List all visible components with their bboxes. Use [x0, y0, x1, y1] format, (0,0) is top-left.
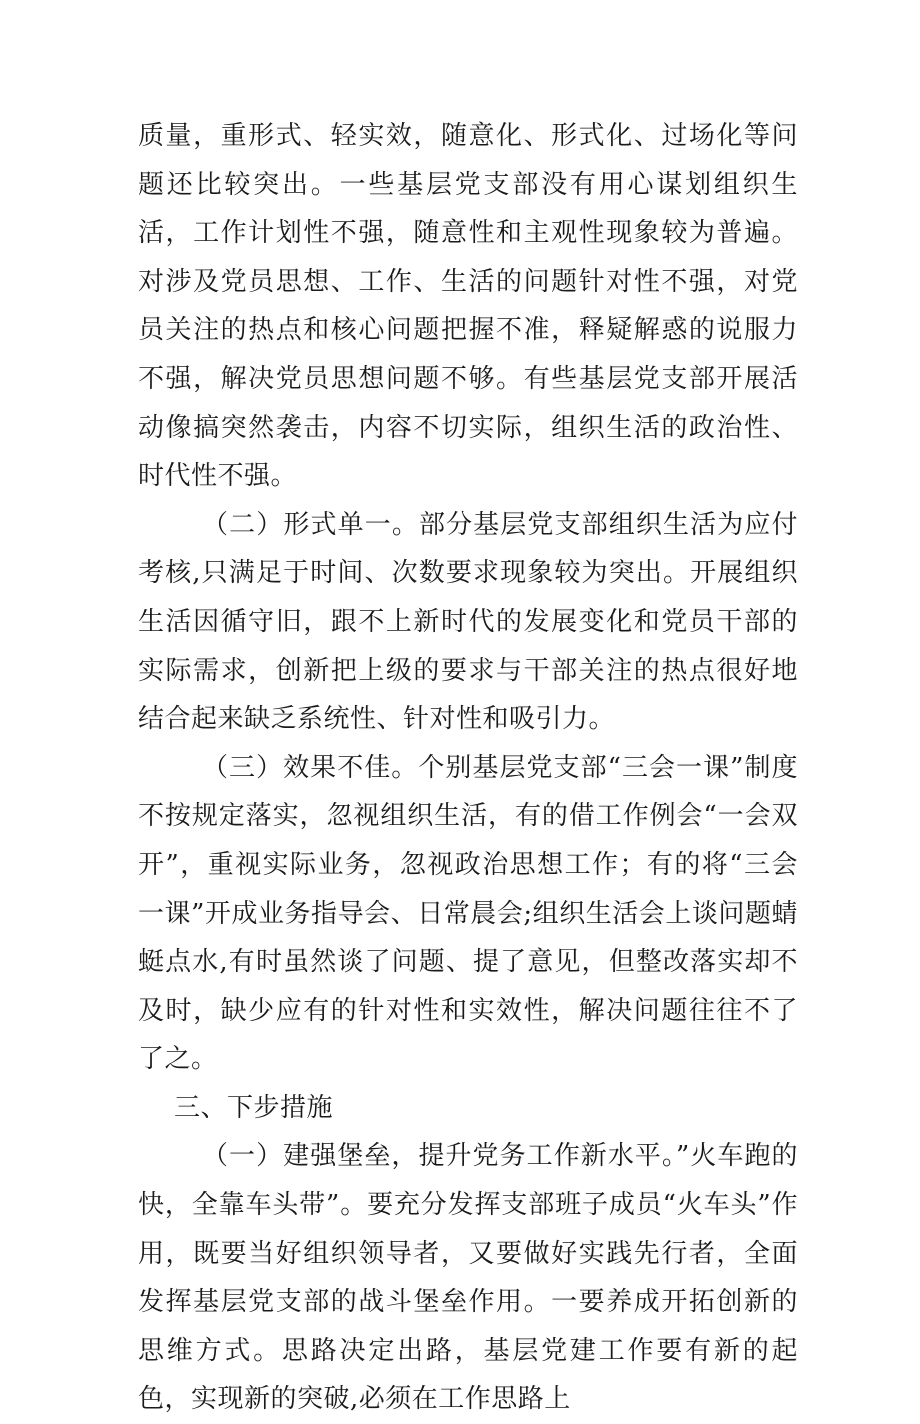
paragraph-form-single: （二）形式单一。部分基层党支部组织生活为应付考核,只满足于时间、次数要求现象较为突出。开展组织生活因循守旧，跟不上新时代的发展变化和党员干部的实际需求，创新把上级的要求与干部关注的热点很好地结合起来缺乏系统性、针对性和吸引力。: [138, 509, 798, 735]
document-body: [138, 112, 798, 1424]
paragraph-poor-effect: （三）效果不佳。个别基层党支部“三会一课”制度不按规定落实，忽视组织生活，有的借工作例会“一会双开”，重视实际业务，忽视政治思想工作；有的将“三会一课”开成业务指导会、日常晨会;组织生活会上谈问题蜻蜓点水,有时虽然谈了问题、提了意见，但整改落实却不及时，缺少应有的针对性和实效性，解决问题往往不了了之。: [138, 752, 798, 1075]
section-heading: 三、下步措施: [174, 1092, 334, 1123]
paragraph-strengthen-fortress: （一）建强堡垒，提升党务工作新水平。”火车跑的快，全靠车头带”。要充分发挥支部班子成员“火车头”作用，既要当好组织领导者，又要做好实践先行者，全面发挥基层党支部的战斗堡垒作用。一要养成开拓创新的思维方式。思路决定出路，基层党建工作要有新的起色，实现新的突破,必须在工作思路上: [138, 1141, 798, 1415]
paragraph-continuation: 质量，重形式、轻实效，随意化、形式化、过场化等问题还比较突出。一些基层党支部没有用心谋划组织生活，工作计划性不强，随意性和主观性现象较为普遍。对涉及党员思想、工作、生活的问题针对性不强，对党员关注的热点和核心问题把握不准，释疑解惑的说服力不强，解决党员思想问题不够。有些基层党支部开展活动像搞突然袭击，内容不切实际，组织生活的政治性、时代性不强。: [138, 121, 798, 492]
